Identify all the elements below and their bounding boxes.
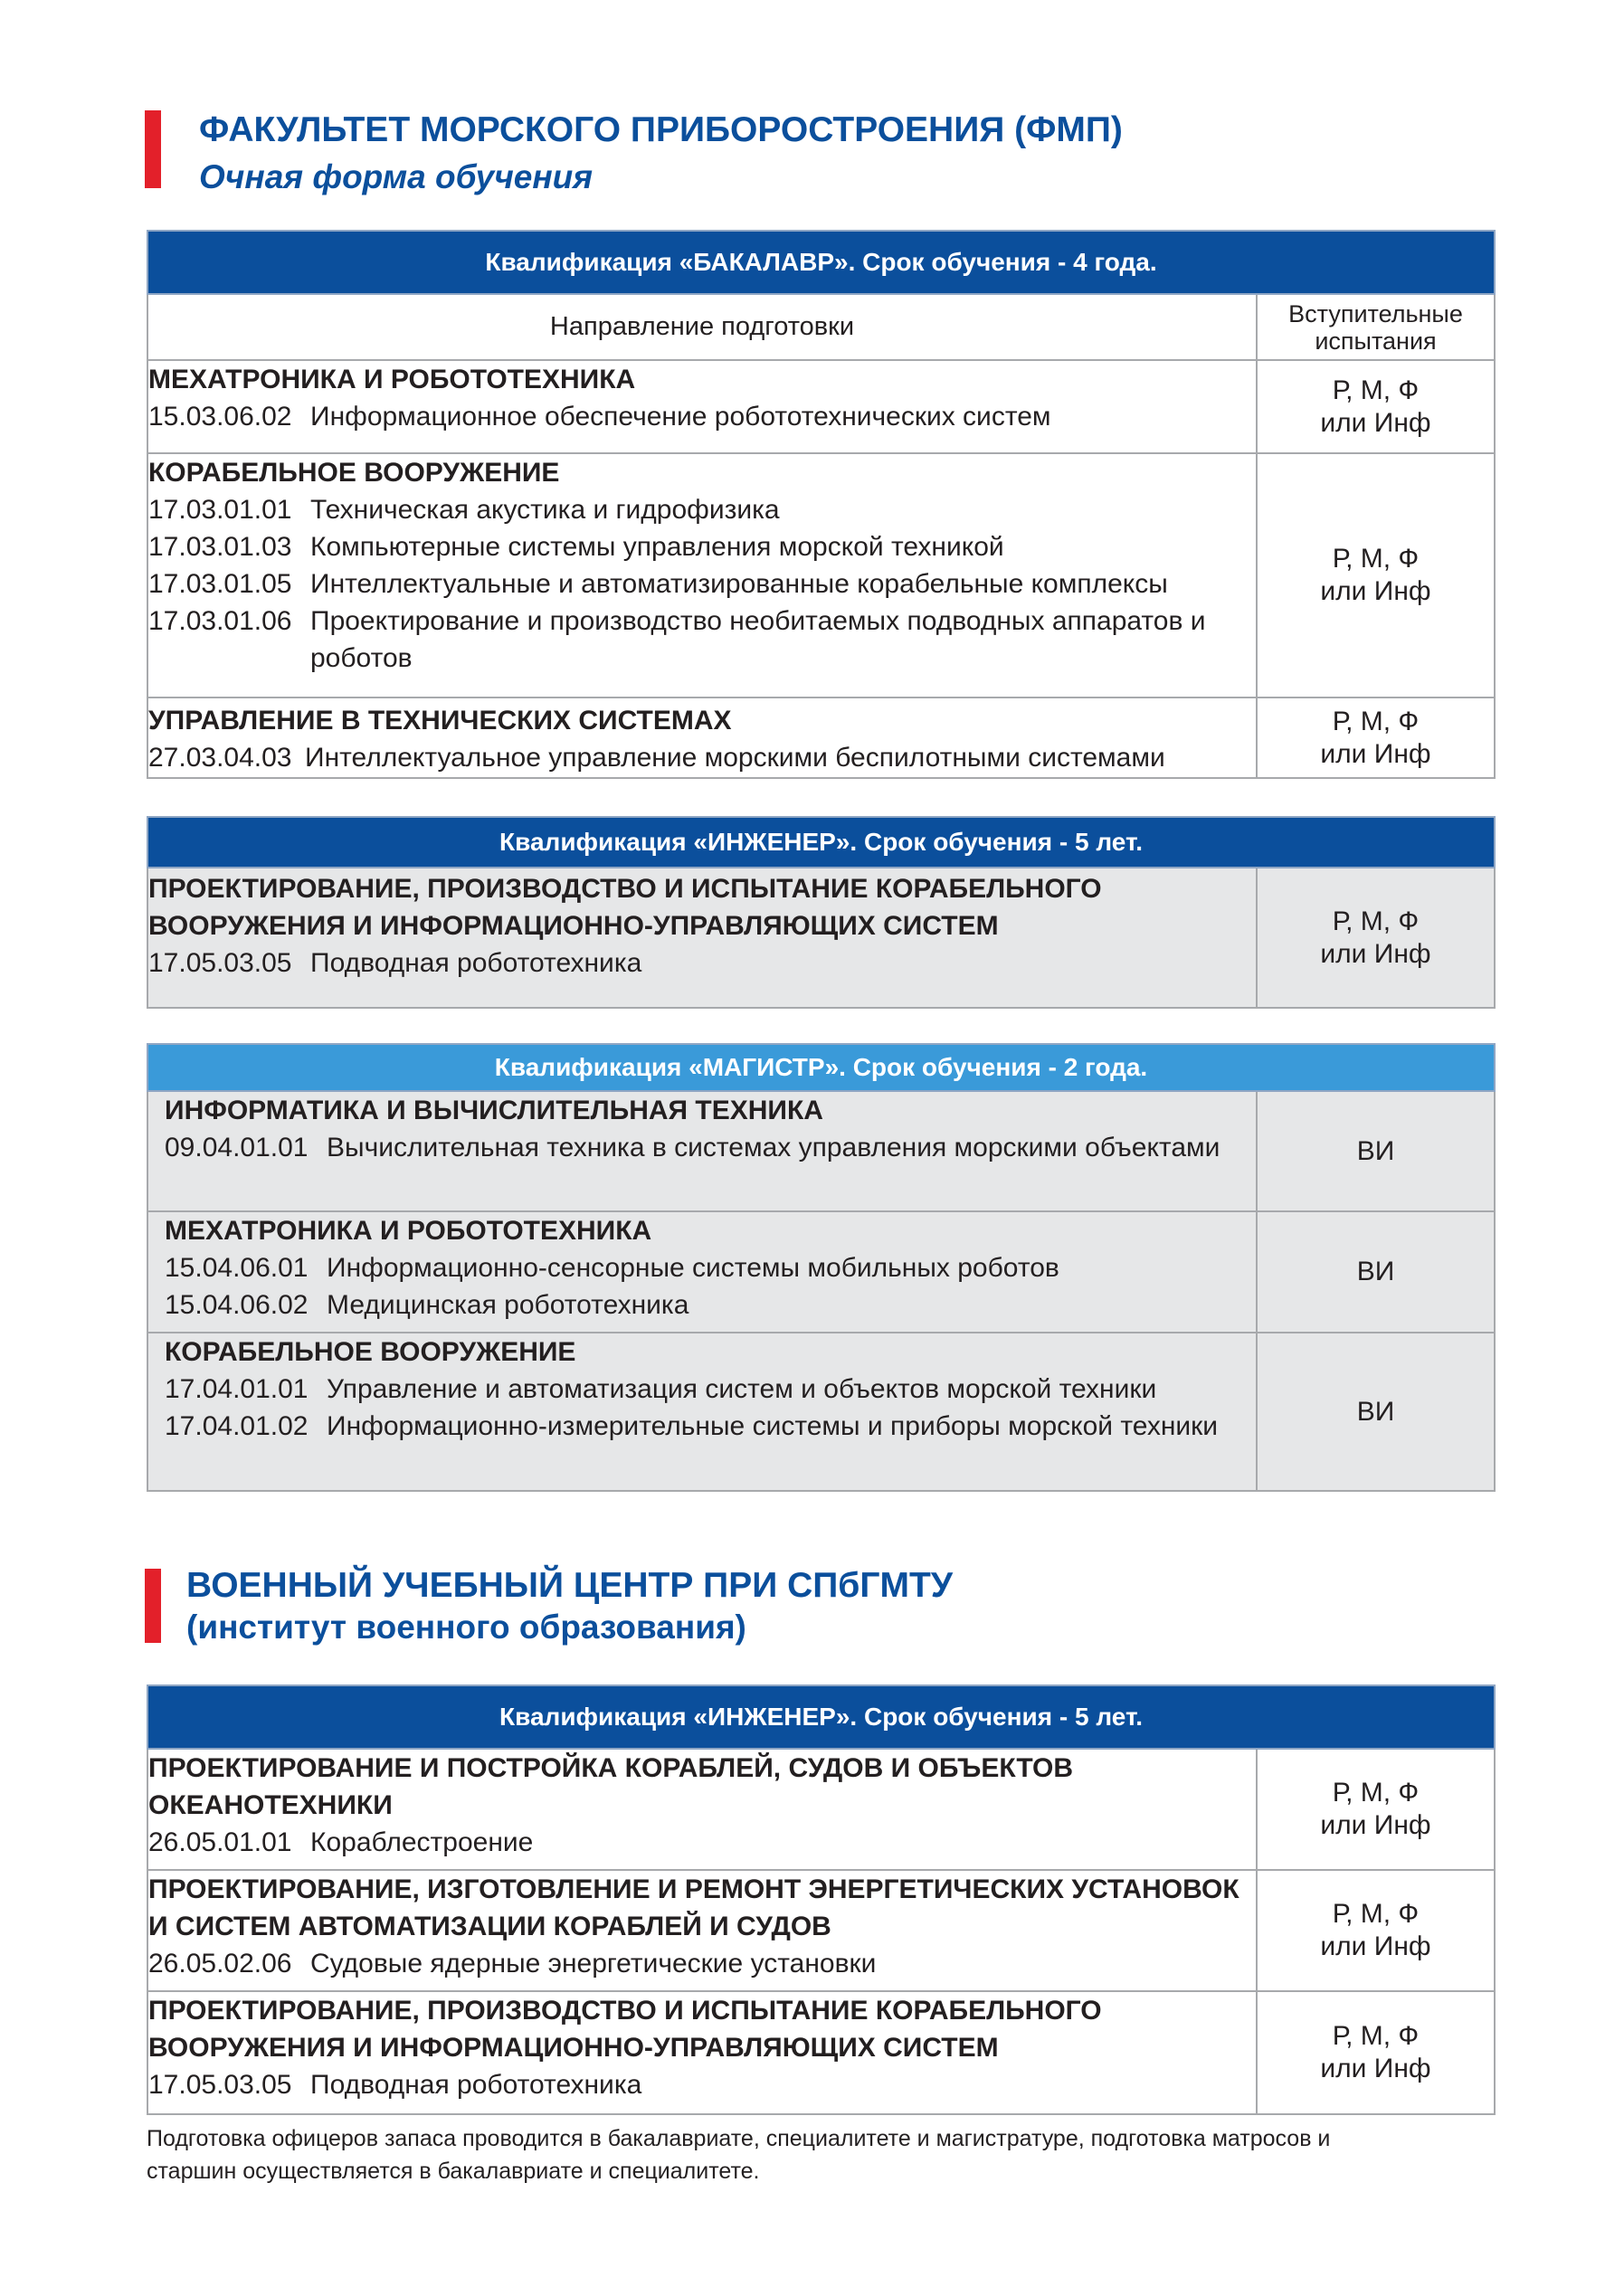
program-category: ИНФОРМАТИКА И ВЫЧИСЛИТЕЛЬНАЯ ТЕХНИКА <box>165 1096 823 1125</box>
exams-cell <box>1257 1991 1495 2114</box>
military-center-subtitle: (институт военного образования) <box>186 1608 746 1646</box>
exams-cell: ВИ <box>1257 1211 1495 1333</box>
list-item <box>148 398 1256 435</box>
exams-cell: ВИ <box>1257 1333 1495 1491</box>
list-item <box>148 491 1256 528</box>
footnote: Подготовка офицеров запаса проводится в бакалавриате, специалитете и магистратуре, подготовка матросов и старшин осуществляется в бакалавриате и специалитете. <box>147 2126 1331 2184</box>
exams-cell <box>1257 697 1495 778</box>
exams-cell: ВИ <box>1257 1091 1495 1211</box>
military-table <box>147 1684 1496 2115</box>
program-code: 26.05.01.01 <box>148 1827 292 1857</box>
program-category: КОРАБЕЛЬНОЕ ВООРУЖЕНИЕ <box>148 458 560 488</box>
exams-subjects: Р, М, Ф <box>1332 706 1420 736</box>
table-row <box>147 1091 1495 1211</box>
program-name: Медицинская робототехника <box>327 1290 689 1320</box>
exams-alternative: или Инф <box>1320 407 1431 438</box>
exams-alternative: или Инф <box>1320 1810 1431 1840</box>
program-code: 17.03.01.01 <box>148 495 292 525</box>
bachelor-table <box>147 230 1496 779</box>
exams-alternative: или Инф <box>1320 938 1431 969</box>
table-row <box>147 1991 1495 2114</box>
master-table <box>147 1043 1496 1492</box>
list-item <box>165 1129 1256 1166</box>
exams-subjects: Р, М, Ф <box>1332 544 1420 574</box>
list-item <box>165 1286 1256 1324</box>
list-item <box>148 2066 1256 2103</box>
exams-cell <box>1257 360 1495 453</box>
program-name: Компьютерные системы управления морской техникой <box>310 532 1004 562</box>
program-code: 27.03.04.03 <box>148 743 292 773</box>
program-code: 17.05.03.05 <box>148 948 292 978</box>
exams-alternative: или Инф <box>1320 738 1431 769</box>
list-item <box>165 1408 1256 1445</box>
faculty-title: ФАКУЛЬТЕТ МОРСКОГО ПРИБОРОСТРОЕНИЯ (ФМП) <box>199 110 1123 149</box>
program-name: Управление и автоматизация систем и объектов морской техники <box>327 1374 1157 1404</box>
exams-cell <box>1257 1870 1495 1991</box>
exams-alternative: или Инф <box>1320 1931 1431 1961</box>
bachelor-band: Квалификация «БАКАЛАВР». Срок обучения - 4 года. <box>147 231 1495 294</box>
program-code: 17.03.01.05 <box>148 569 292 599</box>
exams-subjects: Р, М, Ф <box>1332 2021 1420 2051</box>
table-row <box>147 453 1495 697</box>
program-category: ПРОЕКТИРОВАНИЕ И ПОСТРОЙКА КОРАБЛЕЙ, СУДОВ И ОБЪЕКТОВ ОКЕАНОТЕХНИКИ <box>148 1753 1073 1820</box>
program-category: УПРАВЛЕНИЕ В ТЕХНИЧЕСКИХ СИСТЕМАХ <box>148 706 732 735</box>
list-item <box>148 739 1256 776</box>
program-name: Интеллектуальные и автоматизированные корабельные комплексы <box>310 569 1168 599</box>
engineer-band: Квалификация «ИНЖЕНЕР». Срок обучения - 5 лет. <box>147 817 1495 868</box>
program-name: Подводная робототехника <box>310 948 642 978</box>
exams-subjects: Р, М, Ф <box>1332 375 1420 405</box>
program-category: МЕХАТРОНИКА И РОБОТОТЕХНИКА <box>165 1216 652 1246</box>
program-category: ПРОЕКТИРОВАНИЕ, ИЗГОТОВЛЕНИЕ И РЕМОНТ ЭНЕРГЕТИЧЕСКИХ УСТАНОВОК И СИСТЕМ АВТОМАТИЗАЦИИ КОРАБЛЕЙ И СУДОВ <box>148 1874 1239 1941</box>
program-code: 26.05.02.06 <box>148 1949 292 1979</box>
program-name: Информационное обеспечение робототехнических систем <box>310 402 1051 432</box>
list-item <box>148 603 1256 677</box>
master-band: Квалификация «МАГИСТР». Срок обучения - 2 года. <box>147 1044 1495 1091</box>
program-code: 17.03.01.03 <box>148 532 292 562</box>
program-name: Информационно-измерительные системы и приборы морской техники <box>327 1411 1219 1441</box>
direction-header: Направление подготовки <box>147 294 1257 360</box>
program-name: Кораблестроение <box>310 1827 534 1857</box>
list-item <box>148 944 1256 982</box>
program-name: Подводная робототехника <box>310 2070 642 2100</box>
list-item <box>165 1371 1256 1408</box>
exams-subjects: Р, М, Ф <box>1332 1778 1420 1808</box>
table-row <box>147 1333 1495 1491</box>
program-code: 17.04.01.01 <box>165 1374 309 1404</box>
program-code: 17.04.01.02 <box>165 1411 309 1441</box>
exams-subjects: Р, М, Ф <box>1332 1899 1420 1929</box>
list-item <box>165 1249 1256 1286</box>
program-category: ПРОЕКТИРОВАНИЕ, ПРОИЗВОДСТВО И ИСПЫТАНИЕ КОРАБЕЛЬНОГО ВООРУЖЕНИЯ И ИНФОРМАЦИОННО-УПРАВЛЯЮЩИХ СИСТЕМ <box>148 1996 1102 2063</box>
program-category: ПРОЕКТИРОВАНИЕ, ПРОИЗВОДСТВО И ИСПЫТАНИЕ КОРАБЕЛЬНОГО ВООРУЖЕНИЯ И ИНФОРМАЦИОННО-УПРАВЛЯЮЩИХ СИСТЕМ <box>148 874 1102 941</box>
table-row <box>147 360 1495 453</box>
table-row <box>147 1749 1495 1870</box>
program-name: Интеллектуальное управление морскими беспилотными системами <box>305 743 1165 773</box>
program-code: 17.05.03.05 <box>148 2070 292 2100</box>
table-row <box>147 697 1495 778</box>
exams-alternative: или Инф <box>1320 2054 1431 2083</box>
exams-cell <box>1257 868 1495 1008</box>
exams-alternative: или Инф <box>1320 576 1431 606</box>
program-code: 15.04.06.01 <box>165 1253 309 1283</box>
table-row <box>147 1211 1495 1333</box>
exams-subjects: Р, М, Ф <box>1332 906 1420 936</box>
program-code: 15.03.06.02 <box>148 402 292 432</box>
study-form-subtitle: Очная форма обучения <box>199 158 594 195</box>
accent-bar <box>145 110 161 188</box>
table-row <box>147 868 1495 1008</box>
exams-cell <box>1257 1749 1495 1870</box>
program-name: Судовые ядерные энергетические установки <box>310 1949 877 1979</box>
exams-cell <box>1257 453 1495 697</box>
program-category: МЕХАТРОНИКА И РОБОТОТЕХНИКА <box>148 365 636 394</box>
accent-bar <box>145 1569 161 1643</box>
list-item <box>148 1945 1256 1982</box>
program-name: Вычислительная техника в системах управления морскими объектами <box>327 1133 1220 1162</box>
program-code: 09.04.01.01 <box>165 1133 309 1162</box>
program-name: Техническая акустика и гидрофизика <box>310 495 780 525</box>
table-row <box>147 1870 1495 1991</box>
list-item <box>148 528 1256 565</box>
list-item <box>148 1824 1256 1861</box>
program-category: КОРАБЕЛЬНОЕ ВООРУЖЕНИЕ <box>165 1337 576 1367</box>
military-center-title: ВОЕННЫЙ УЧЕБНЫЙ ЦЕНТР ПРИ СПбГМТУ <box>186 1566 954 1605</box>
military-band: Квалификация «ИНЖЕНЕР». Срок обучения - 5 лет. <box>147 1685 1495 1749</box>
engineer-table <box>147 816 1496 1009</box>
program-name: Информационно-сенсорные системы мобильных роботов <box>327 1253 1059 1283</box>
program-name: Проектирование и производство необитаемых подводных аппаратов и роботов <box>310 606 1206 673</box>
program-code: 17.03.01.06 <box>148 606 292 636</box>
list-item <box>148 565 1256 603</box>
exams-header: Вступительные испытания <box>1257 294 1495 360</box>
program-code: 15.04.06.02 <box>165 1290 309 1320</box>
